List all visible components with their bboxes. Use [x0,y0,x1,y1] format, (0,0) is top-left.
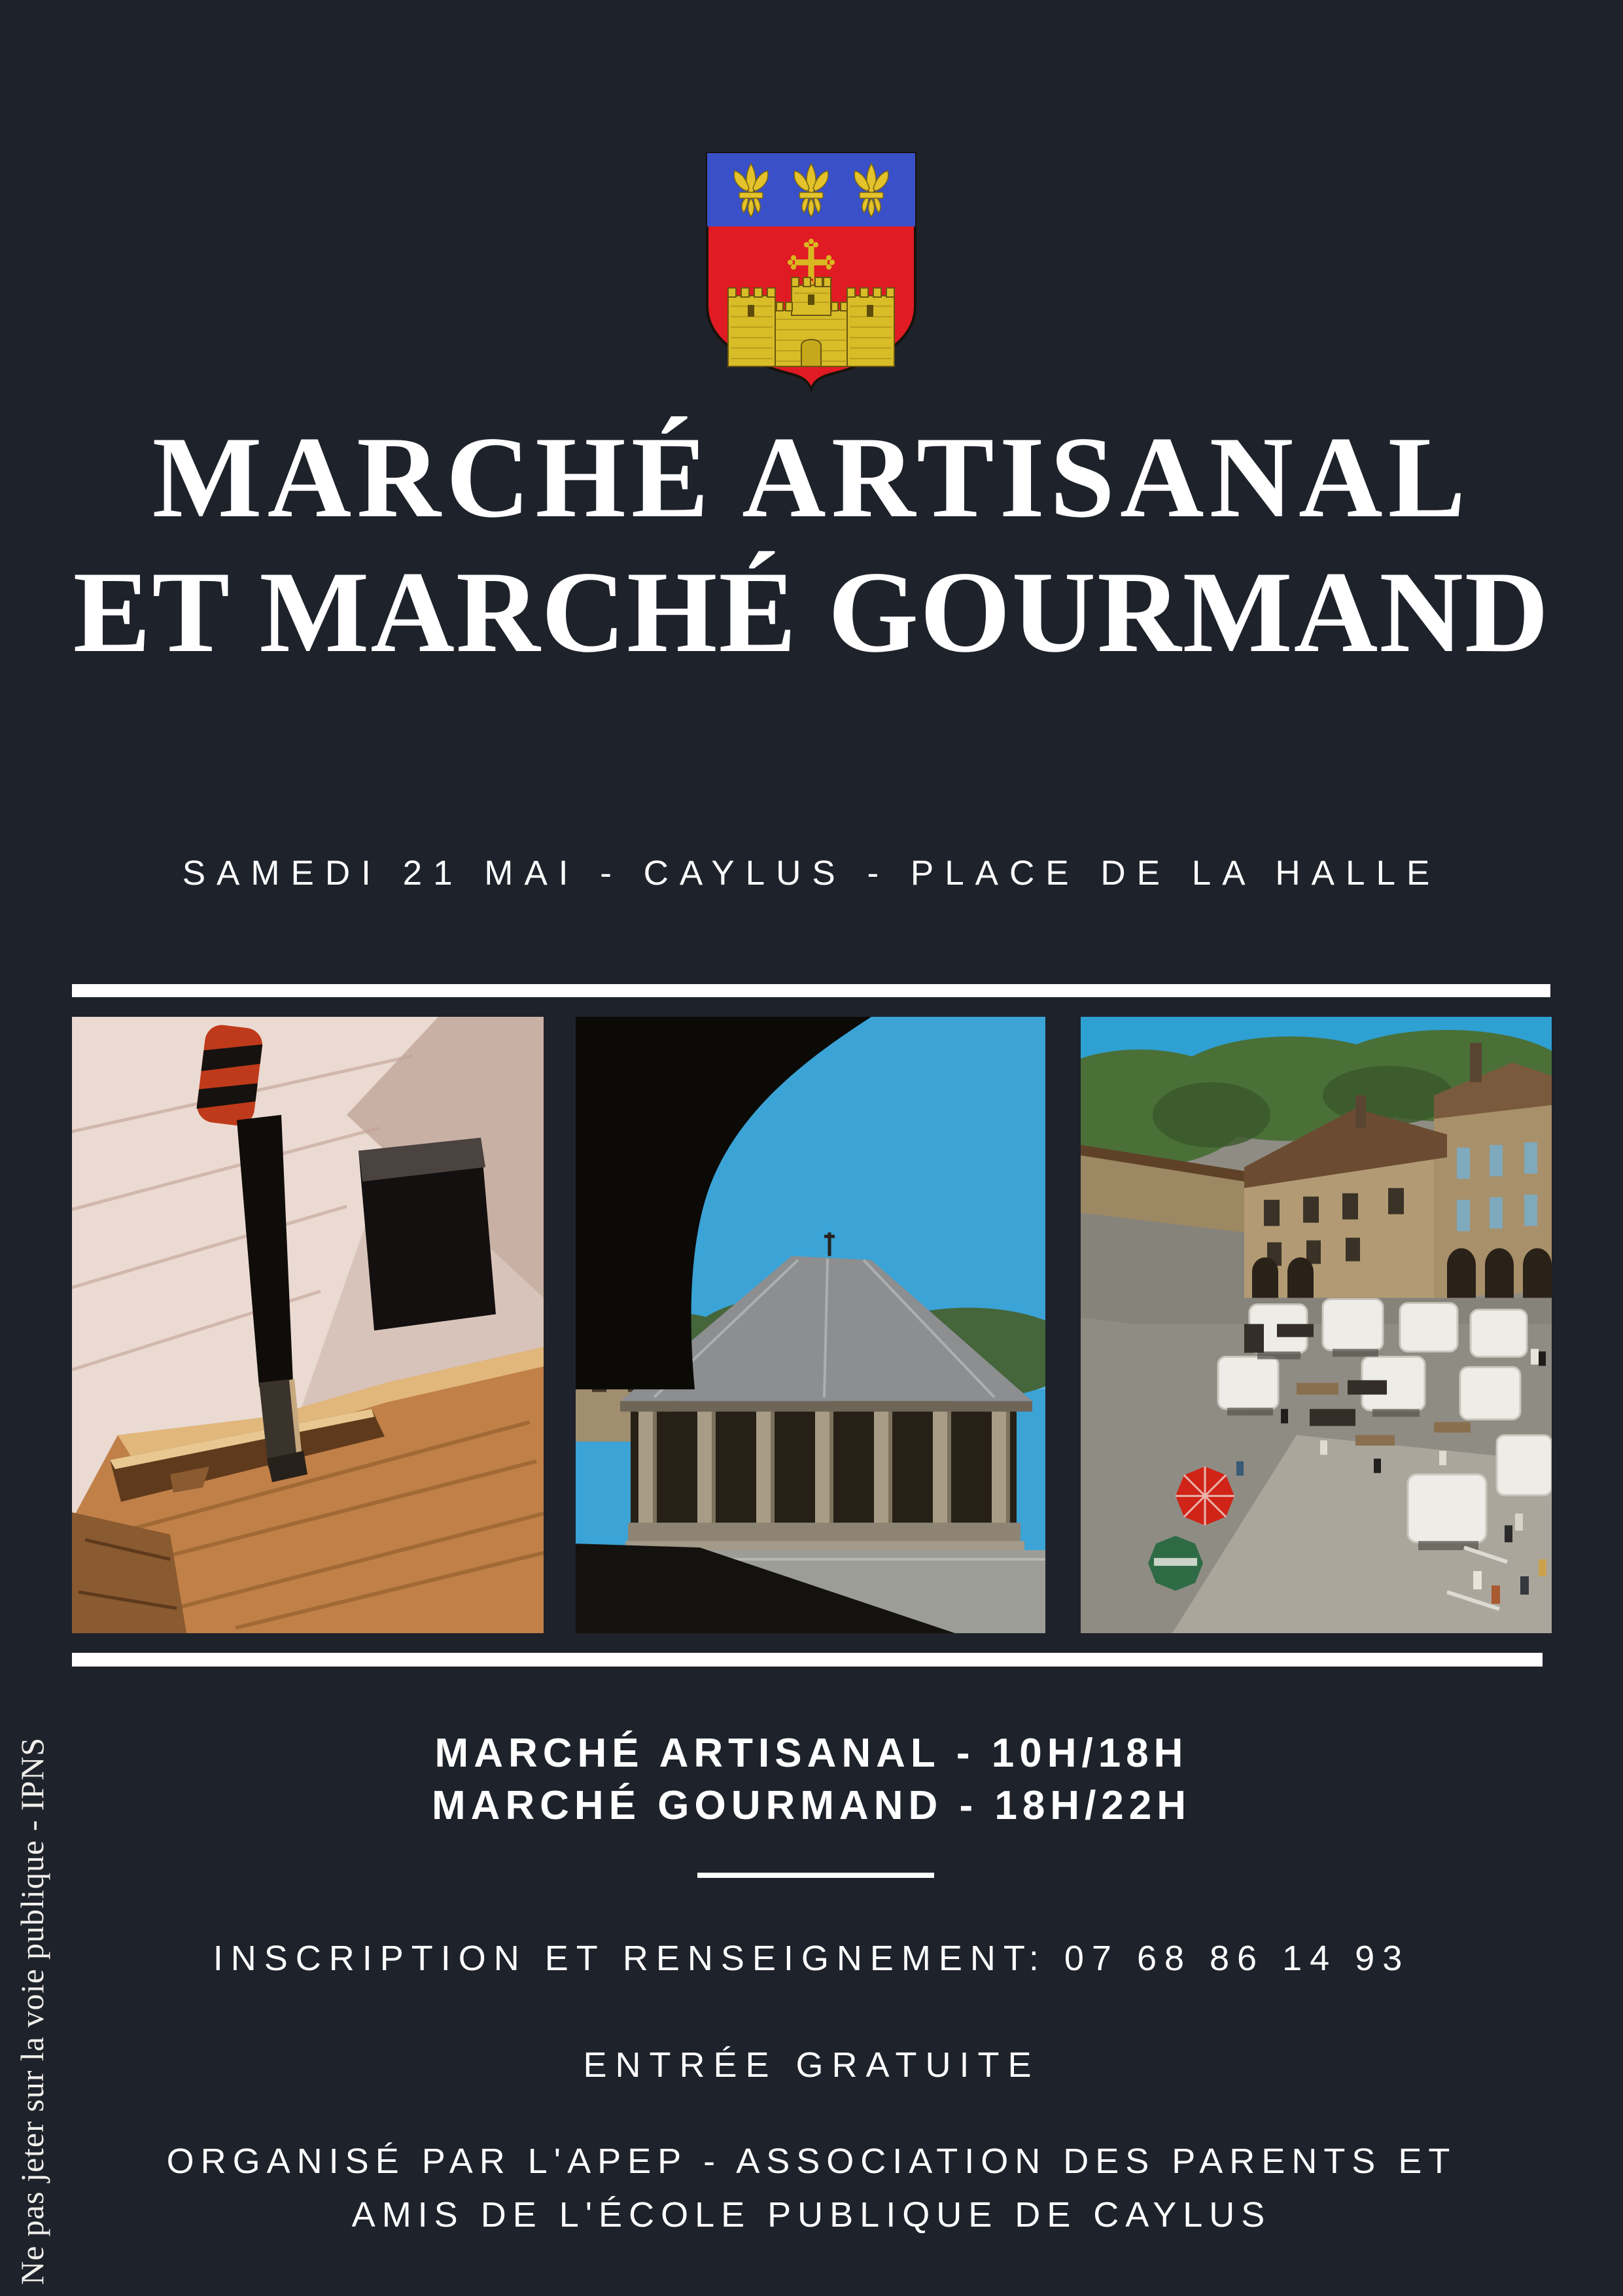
subtitle-date-place: SAMEDI 21 MAI - CAYLUS - PLACE DE LA HALLE [182,854,1441,892]
photo-market-square [1081,1017,1552,1633]
green-umbrella [1148,1536,1203,1591]
schedule-block [0,1727,1623,1832]
castle-gate [801,340,821,366]
small-divider [697,1873,934,1878]
organizer-line-1: ORGANISÉ PAR L'APEP - ASSOCIATION DES PARENTS ET [166,2142,1457,2181]
side-note-ipns: Ne pas jeter sur la voie publique - IPNS [14,1737,50,2285]
red-umbrella [1176,1466,1234,1525]
photo-woodworking-chisel [72,1017,544,1633]
title-line-1: MARCHÉ ARTISANAL [152,412,1471,542]
contact-line: INSCRIPTION ET RENSEIGNEMENT: 07 68 86 14 93 [213,1939,1410,1978]
organizer-line-2: AMIS DE L'ÉCOLE PUBLIQUE DE CAYLUS [351,2195,1272,2234]
divider-top [72,984,1550,997]
divider-bottom [72,1653,1543,1667]
photo-market-hall [576,1017,1045,1633]
title-line-2: ET MARCHÉ GOURMAND [73,547,1550,677]
organizer-block [0,2134,1623,2242]
schedule-artisanal: MARCHÉ ARTISANAL - 10H/18H [434,1731,1189,1776]
caylus-coat-of-arms [702,149,920,393]
free-entry-line: ENTRÉE GRATUITE [583,2045,1040,2085]
schedule-gourmand: MARCHÉ GOURMAND - 18H/22H [431,1783,1192,1828]
